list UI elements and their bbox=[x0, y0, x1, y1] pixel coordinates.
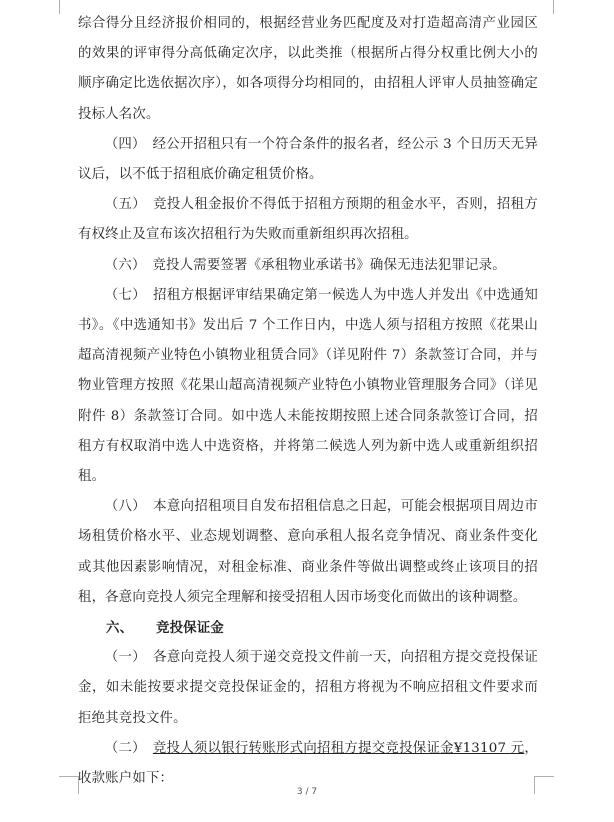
paragraph-item-4: （四） 经公开招租只有一个符合条件的报名者，经公示 3 个日历天无异议后，以不低于招租底价确定租赁价格。 bbox=[78, 136, 538, 183]
paragraph-deposit-1: （一） 各意向竞投人须于递交竞投文件前一天，向招租方提交竞投保证金，如未能按要求提交竞投保证金的，招租方将视为不响应招租文件要求而拒绝其竞投文件。 bbox=[78, 650, 538, 726]
crop-mark-top-left-v bbox=[59, 0, 60, 14]
deposit-2-suffix: ，收款账户如下： bbox=[78, 740, 538, 787]
body-text bbox=[78, 9, 538, 794]
section-title: 竞投保证金 bbox=[156, 620, 224, 637]
page-number: 3 / 7 bbox=[296, 787, 318, 797]
paragraph-deposit-2 bbox=[78, 734, 538, 794]
crop-mark-top-right-v bbox=[553, 0, 554, 14]
deposit-amount-text: 竞投人须以银行转账形式向招租方提交竞投保证金¥13107 元 bbox=[152, 740, 525, 756]
crop-mark-bottom-left-h bbox=[59, 776, 79, 777]
paragraph-item-8: （八） 本意向招租项目自发布招租信息之日起，可能会根据项目周边市场租赁价格水平、业态规划调整、意向承租人报名竞争情况、商业条件变化或其他因素影响情况，对租金标准、商业条件等做出调整或终止该项目的招租，各意向竞投人须完全理解和接受招租人因市场变化而做出的该种调整。 bbox=[78, 499, 538, 605]
paragraph-scoring-order: 综合得分且经济报价相同的，根据经营业务匹配度及对打造超高清产业园区的效果的评审得分高低确定次序，以此类推（根据所占得分权重比例大小的顺序确定比选依据次序），如各项得分均相同的，由招租人评审人员抽签确定投标人名次。 bbox=[78, 16, 538, 122]
paragraph-item-6: （六） 竞投人需要签署《承租物业承诺书》确保无违法犯罪记录。 bbox=[104, 257, 506, 273]
section-heading bbox=[78, 613, 538, 643]
paragraph-item-5: （五） 竞投人租金报价不得低于招租方预期的租金水平，否则，招租方有权终止及宣布该次招租行为失败而重新组织再次招租。 bbox=[78, 197, 538, 243]
section-number: 六、 bbox=[106, 620, 134, 637]
paragraph-item-7: （七） 招租方根据评审结果确定第一候选人为中选人并发出《中选通知书》。《中选通知书》发出后 7 个工作日内，中选人须与招租方按照《花果山超高清视频产业特色小镇物业租赁合同》（详见附件 7）条款签订合同，并与物业管理方按照《花果山超高清视频产业特色小镇物业管理服务合同》（详见附件 8）条款签订合同。如中选人未能按期按照上述合同条款签订合同，招租方有权取消中选人中选资格，并将第二候选人列为新中选人或重新组织招租。 bbox=[78, 287, 538, 485]
deposit-2-prefix: （二） bbox=[104, 740, 153, 756]
